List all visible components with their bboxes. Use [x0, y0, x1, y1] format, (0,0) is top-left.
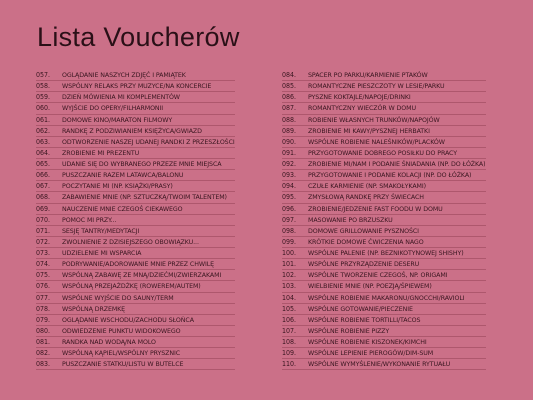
- voucher-text: WSPÓLNE WYMYŚLENIE/WYKONANIE RYTUAŁU: [308, 361, 451, 369]
- voucher-number: 077.: [36, 293, 51, 302]
- voucher-text: RANDKĘ Z PODZIWIANIEM KSIĘŻYCA/GWIAZD: [62, 127, 202, 135]
- voucher-text: ZABAWIENIE MNIE (NP. SZTUCZKĄ/TWOIM TALENTEM): [62, 194, 227, 202]
- voucher-item: [36, 259, 235, 270]
- voucher-item: [282, 270, 486, 281]
- voucher-number: 061.: [36, 115, 51, 124]
- voucher-text: ROBIENIE WŁASNYCH TRUNKÓW/NAPOJÓW: [308, 116, 440, 124]
- voucher-text: PYSZNE KOKTAJLE/NAPOJE/DRINKI: [308, 94, 411, 102]
- voucher-item: [36, 326, 235, 337]
- voucher-number: 089.: [282, 126, 297, 135]
- voucher-item: [36, 315, 235, 326]
- voucher-item: [282, 281, 486, 292]
- voucher-item: [36, 281, 235, 292]
- voucher-text: CZUŁE KARMIENIE (NP. SMAKOŁYKAMI): [308, 183, 426, 191]
- voucher-text: WSPÓLNE TWORZENIE CZEGOŚ, NP. ORIGAMI: [308, 272, 448, 280]
- voucher-text: WSPÓLNĄ ZABAWĘ ZE MNĄ/DZIEĆMI/ZWIERZAKAMI: [62, 272, 222, 280]
- voucher-item: [282, 81, 486, 92]
- voucher-number: 080.: [36, 326, 51, 335]
- voucher-text: WSPÓLNĄ PRZEJAŻDŻKĘ (ROWEREM/AUTEM): [62, 283, 201, 291]
- voucher-item: [282, 315, 486, 326]
- voucher-number: 103.: [282, 282, 297, 291]
- voucher-number: 073.: [36, 249, 51, 257]
- voucher-text: KRÓTKIE DOMOWE ĆWICZENIA NAGO: [308, 238, 424, 246]
- voucher-text: PUSZCZANIE RAZEM LATAWCA/BALONU: [62, 172, 184, 180]
- voucher-number: 066.: [36, 171, 51, 180]
- voucher-text: ODTWORZENIE NASZEJ UDANEJ RANDKI Z PRZESZŁOŚCI: [62, 138, 235, 146]
- voucher-item: [282, 359, 486, 370]
- voucher-text: WSPÓLNY RELAKS PRZY MUZYCE/NA KONCERCIE: [62, 83, 212, 91]
- voucher-text: DOMOWE GRILLOWANIE PYSZNOŚCI: [308, 227, 419, 235]
- voucher-column-right: [282, 70, 486, 370]
- voucher-item: [282, 170, 486, 181]
- voucher-number: 068.: [36, 193, 51, 202]
- voucher-item: [282, 293, 486, 304]
- voucher-text: OGLĄDANIE WSCHODU/ZACHODU SŁOŃCA: [62, 316, 194, 324]
- voucher-number: 099.: [282, 237, 297, 246]
- voucher-text: SPACER PO PARKU/KARMIENIE PTAKÓW: [308, 72, 428, 79]
- voucher-number: 082.: [36, 349, 51, 358]
- voucher-number: 102.: [282, 271, 297, 280]
- voucher-item: [36, 359, 235, 370]
- voucher-text: WSPÓLNE WYJŚCIE DO SAUNY/TERM: [62, 294, 174, 302]
- voucher-number: 091.: [282, 148, 297, 157]
- voucher-number: 079.: [36, 315, 51, 324]
- voucher-number: 064.: [36, 148, 51, 157]
- voucher-item: [282, 115, 486, 126]
- voucher-number: 098.: [282, 226, 297, 235]
- voucher-number: 100.: [282, 249, 297, 257]
- voucher-item: [282, 103, 486, 114]
- voucher-item: [282, 337, 486, 348]
- voucher-number: 097.: [282, 215, 297, 224]
- voucher-number: 093.: [282, 171, 297, 180]
- voucher-item: [36, 192, 235, 203]
- voucher-item: [36, 248, 235, 259]
- voucher-number: 067.: [36, 182, 51, 191]
- voucher-number: 072.: [36, 237, 51, 246]
- voucher-text: ROMANTYCZNE PIESZCZOTY W LESIE/PARKU: [308, 83, 445, 91]
- voucher-item: [282, 126, 486, 137]
- voucher-number: 065.: [36, 160, 51, 168]
- voucher-number: 095.: [282, 193, 297, 202]
- voucher-number: 059.: [36, 93, 51, 102]
- voucher-number: 096.: [282, 204, 297, 213]
- voucher-item: [36, 81, 235, 92]
- voucher-text: PRZYGOTOWANIE I PODANIE KOLACJI (NP. DO ŁÓŻKA): [308, 172, 472, 180]
- voucher-text: WYJŚCIE DO OPERY/FILHARMONII: [62, 105, 164, 113]
- voucher-text: SESJĘ TANTRY/MEDYTACJI: [62, 227, 140, 235]
- voucher-text: WSPÓLNE ROBIENIE MAKARONU/GNOCCHI/RAVIOLI: [308, 294, 465, 302]
- voucher-number: 084.: [282, 71, 297, 79]
- voucher-text: ODWIEDZENIE PUNKTU WIDOKOWEGO: [62, 327, 181, 335]
- voucher-item: [36, 181, 235, 192]
- voucher-text: PRZYGOTOWANIE DOBREGO POSIŁKU DO PRACY: [308, 149, 457, 157]
- voucher-text: WIELBIENIE MNIE (NP. POEZJĄ/ŚPIEWEM): [308, 283, 432, 291]
- voucher-item: [282, 137, 486, 148]
- voucher-text: PUSZCZANIE STATKU/LISTU W BUTELCE: [62, 361, 184, 369]
- voucher-item: [36, 215, 235, 226]
- voucher-text: ZROBIENIE/JEDZENIE FAST FOODU W DOMU: [308, 205, 443, 213]
- voucher-item: [36, 159, 235, 170]
- voucher-number: 104.: [282, 293, 297, 302]
- voucher-item: [282, 304, 486, 315]
- voucher-text: UDANIE SIĘ DO WYBRANEGO PRZEZE MNIE MIEJSCA: [62, 161, 222, 168]
- voucher-item: [282, 226, 486, 237]
- voucher-item: [282, 92, 486, 103]
- voucher-number: 078.: [36, 304, 51, 313]
- voucher-text: WSPÓLNĄ KĄPIEL/WSPÓLNY PRYSZNIC: [62, 350, 181, 358]
- voucher-item: [36, 103, 235, 114]
- voucher-number: 105.: [282, 304, 297, 313]
- voucher-item: [36, 126, 235, 137]
- voucher-item: [36, 348, 235, 359]
- voucher-item: [36, 70, 235, 81]
- voucher-item: [36, 115, 235, 126]
- voucher-text: RANDKA NAD WODĄ/NA MOLO: [62, 339, 156, 346]
- voucher-text: WSPÓLNE LEPIENIE PIEROGÓW/DIM-SUM: [308, 350, 434, 358]
- voucher-number: 109.: [282, 349, 297, 358]
- voucher-number: 106.: [282, 315, 297, 324]
- voucher-number: 085.: [282, 82, 297, 91]
- voucher-number: 086.: [282, 93, 297, 102]
- voucher-number: 108.: [282, 338, 297, 346]
- voucher-text: ZROBIENIE MI/NAM I PODANIE ŚNIADANIA (NP. DO ŁÓŻKA): [308, 161, 486, 168]
- voucher-item: [36, 293, 235, 304]
- voucher-column-left: [36, 70, 235, 370]
- voucher-text: ZROBIENIE MI KAWY/PYSZNEJ HERBATKI: [308, 127, 430, 135]
- voucher-text: WSPÓLNE ROBIENIE KISZONEK/KIMCHI: [308, 339, 427, 346]
- voucher-item: [36, 148, 235, 159]
- voucher-number: 057.: [36, 71, 51, 79]
- voucher-item: [282, 259, 486, 270]
- voucher-number: 063.: [36, 137, 51, 146]
- page-title: Lista Voucherów: [37, 22, 240, 52]
- voucher-item: [36, 137, 235, 148]
- voucher-number: 075.: [36, 271, 51, 280]
- voucher-text: OGLĄDANIE NASZYCH ZDJĘĆ I PAMIĄTEK: [62, 72, 186, 79]
- voucher-number: 058.: [36, 82, 51, 91]
- voucher-number: 081.: [36, 338, 51, 346]
- voucher-number: 062.: [36, 126, 51, 135]
- voucher-text: WSPÓLNE PALENIE (NP. BEZNIKOTYNOWEJ SHISHY): [308, 250, 464, 257]
- voucher-text: WSPÓLNE ROBIENIE NALEŚNIKÓW/PLACKÓW: [308, 138, 445, 146]
- voucher-item: [282, 248, 486, 259]
- voucher-number: 107.: [282, 326, 297, 335]
- voucher-number: 074.: [36, 260, 51, 269]
- voucher-item: [282, 326, 486, 337]
- voucher-number: 076.: [36, 282, 51, 291]
- voucher-text: WSPÓLNE ROBIENIE PIZZY: [308, 327, 390, 335]
- voucher-item: [36, 170, 235, 181]
- voucher-number: 088.: [282, 115, 297, 124]
- voucher-item: [282, 70, 486, 81]
- voucher-item: [36, 337, 235, 348]
- voucher-item: [36, 204, 235, 215]
- voucher-text: POCZYTANIE MI (NP. KSIĄŻKI/PRASY): [62, 183, 173, 191]
- voucher-text: NAUCZENIE MNIE CZEGOŚ CIEKAWEGO: [62, 205, 183, 213]
- voucher-item: [282, 204, 486, 215]
- voucher-item: [36, 92, 235, 103]
- voucher-item: [36, 237, 235, 248]
- voucher-number: 090.: [282, 137, 297, 146]
- voucher-item: [282, 237, 486, 248]
- voucher-text: POMOC MI PRZY...: [62, 216, 117, 224]
- voucher-number: 110.: [282, 360, 297, 369]
- voucher-text: DOMOWE KINO/MARATON FILMOWY: [62, 116, 173, 124]
- voucher-number: 069.: [36, 204, 51, 213]
- voucher-text: ZROBIENIE MI PREZENTU: [62, 149, 140, 157]
- voucher-number: 060.: [36, 104, 51, 113]
- voucher-item: [36, 270, 235, 281]
- voucher-text: WSPÓLNE GOTOWANIE/PIECZENIE: [308, 305, 413, 313]
- voucher-item: [282, 348, 486, 359]
- voucher-text: DZIEŃ MÓWIENIA MI KOMPLEMENTÓW: [62, 94, 180, 102]
- voucher-item: [36, 226, 235, 237]
- voucher-number: 083.: [36, 360, 51, 369]
- voucher-item: [282, 148, 486, 159]
- voucher-text: ROMANTYCZNY WIECZÓR W DOMU: [308, 105, 416, 113]
- voucher-text: WSPÓLNE PRZYRZĄDZENIE DESERU: [308, 261, 420, 269]
- voucher-text: UDZIELENIE MI WSPARCIA: [62, 250, 142, 257]
- voucher-number: 071.: [36, 226, 51, 235]
- voucher-number: 092.: [282, 160, 297, 168]
- voucher-text: ZMYSŁOWĄ RANDKĘ PRZY ŚWIECACH: [308, 194, 424, 202]
- voucher-text: PODRYWANIE/ADOROWANIE MNIE PRZEZ CHWILĘ: [62, 261, 215, 269]
- voucher-text: ZWOLNIENIE Z DZISIEJSZEGO OBOWIĄZKU...: [62, 238, 199, 246]
- voucher-number: 101.: [282, 260, 297, 269]
- voucher-text: MASOWANIE PO BRZUSZKU: [308, 216, 393, 224]
- voucher-number: 094.: [282, 182, 297, 191]
- voucher-text: WSPÓLNĄ DRZEMKĘ: [62, 305, 126, 313]
- voucher-item: [282, 215, 486, 226]
- voucher-number: 070.: [36, 215, 51, 224]
- voucher-item: [282, 181, 486, 192]
- voucher-item: [282, 159, 486, 170]
- voucher-text: WSPÓLNE ROBIENIE TORTILLI/TACOS: [308, 316, 421, 324]
- voucher-item: [36, 304, 235, 315]
- voucher-item: [282, 192, 486, 203]
- voucher-number: 087.: [282, 104, 297, 113]
